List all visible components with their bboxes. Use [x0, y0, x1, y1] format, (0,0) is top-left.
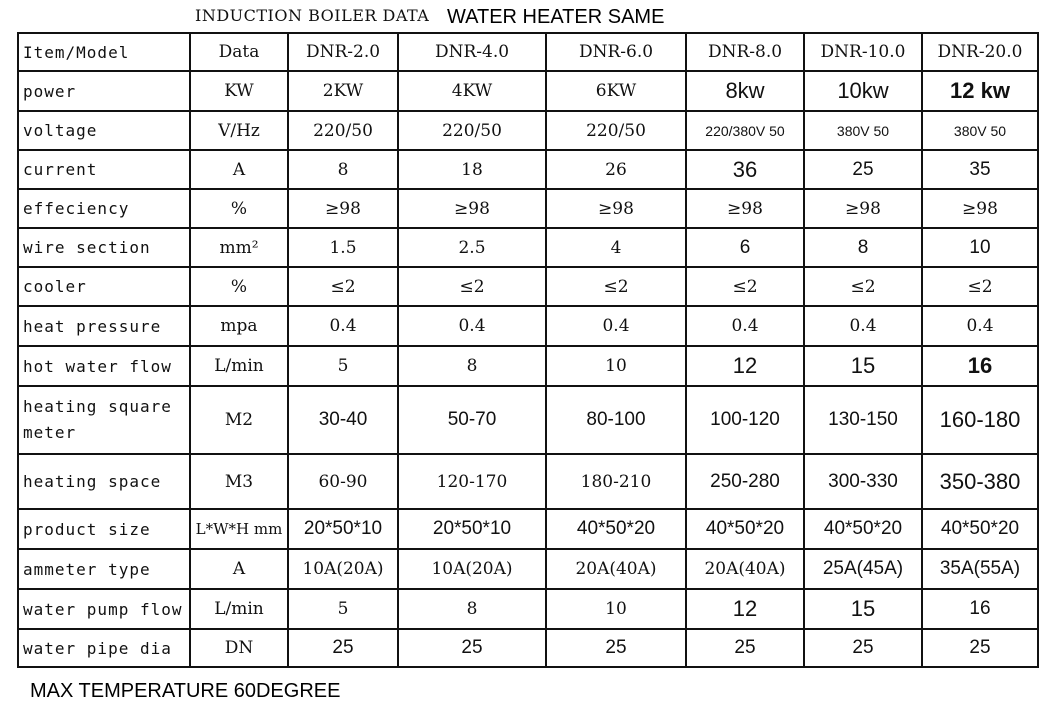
table-cell: 380V 50	[922, 111, 1038, 150]
row-label: heating square meter	[18, 386, 190, 454]
table-cell: 6KW	[546, 71, 686, 111]
table-row	[18, 509, 1038, 549]
table-cell: 16	[922, 346, 1038, 386]
table-cell: 10kw	[804, 71, 922, 111]
table-row	[18, 228, 1038, 267]
table-cell: 80-100	[546, 386, 686, 454]
table-cell: 220/50	[546, 111, 686, 150]
table-cell: 10	[546, 589, 686, 629]
table-cell: 0.4	[398, 306, 546, 346]
table-cell: 0.4	[922, 306, 1038, 346]
table-row	[18, 111, 1038, 150]
table-cell: ≥98	[804, 189, 922, 228]
column-header-model: DNR-4.0	[398, 33, 546, 71]
column-header-model: DNR-6.0	[546, 33, 686, 71]
row-label: power	[18, 71, 190, 111]
table-cell: 2.5	[398, 228, 546, 267]
row-label: water pipe dia	[18, 629, 190, 667]
table-cell: 6	[686, 228, 804, 267]
table-cell: 12	[686, 346, 804, 386]
table-cell: 4	[546, 228, 686, 267]
table-cell: 25	[804, 629, 922, 667]
table-cell: 15	[804, 589, 922, 629]
table-row	[18, 71, 1038, 111]
table-cell: 1.5	[288, 228, 398, 267]
table-row	[18, 150, 1038, 189]
table-row	[18, 267, 1038, 306]
table-cell: 40*50*20	[546, 509, 686, 549]
table-cell: 25	[398, 629, 546, 667]
spec-table	[17, 32, 1039, 668]
table-row	[18, 629, 1038, 667]
row-unit: L/min	[190, 589, 288, 629]
table-cell: 16	[922, 589, 1038, 629]
table-cell: 220/380V 50	[686, 111, 804, 150]
table-cell: 20A(40A)	[546, 549, 686, 589]
row-unit: M2	[190, 386, 288, 454]
table-row	[18, 589, 1038, 629]
table-cell: 8	[398, 589, 546, 629]
table-cell: 350-380	[922, 454, 1038, 509]
table-cell: 26	[546, 150, 686, 189]
table-cell: ≤2	[922, 267, 1038, 306]
table-cell: 50-70	[398, 386, 546, 454]
table-row	[18, 346, 1038, 386]
row-label: hot water flow	[18, 346, 190, 386]
row-label: heat pressure	[18, 306, 190, 346]
table-cell: ≤2	[804, 267, 922, 306]
table-cell: ≥98	[922, 189, 1038, 228]
table-cell: ≥98	[686, 189, 804, 228]
table-cell: 35	[922, 150, 1038, 189]
table-cell: 120-170	[398, 454, 546, 509]
table-cell: 0.4	[546, 306, 686, 346]
table-cell: 25	[922, 629, 1038, 667]
row-label: voltage	[18, 111, 190, 150]
table-cell: 12	[686, 589, 804, 629]
table-cell: 2KW	[288, 71, 398, 111]
table-cell: ≤2	[546, 267, 686, 306]
table-cell: 4KW	[398, 71, 546, 111]
footer-note: MAX TEMPERATURE 60DEGREE	[30, 680, 341, 702]
table-cell: 25	[546, 629, 686, 667]
document-title: INDUCTION BOILER DATA	[195, 6, 430, 25]
table-cell: 380V 50	[804, 111, 922, 150]
table-cell: 220/50	[288, 111, 398, 150]
row-unit: KW	[190, 71, 288, 111]
table-cell: 20*50*10	[288, 509, 398, 549]
column-header-model: DNR-10.0	[804, 33, 922, 71]
column-header-model: DNR-2.0	[288, 33, 398, 71]
row-unit: %	[190, 267, 288, 306]
table-cell: 36	[686, 150, 804, 189]
row-unit: L*W*H mm	[190, 509, 288, 549]
table-cell: ≥98	[398, 189, 546, 228]
table-cell: 160-180	[922, 386, 1038, 454]
table-cell: 12 kw	[922, 71, 1038, 111]
table-cell: 18	[398, 150, 546, 189]
table-cell: 8	[804, 228, 922, 267]
table-row	[18, 386, 1038, 454]
table-cell: 0.4	[686, 306, 804, 346]
table-cell: ≥98	[288, 189, 398, 228]
document-subtitle: WATER HEATER SAME	[447, 6, 665, 28]
table-cell: 25	[288, 629, 398, 667]
column-header-item: Item/Model	[18, 33, 190, 71]
table-cell: 20*50*10	[398, 509, 546, 549]
table-cell: 20A(40A)	[686, 549, 804, 589]
row-unit: A	[190, 549, 288, 589]
table-row	[18, 454, 1038, 509]
table-row	[18, 306, 1038, 346]
table-cell: 10A(20A)	[398, 549, 546, 589]
table-cell: 25	[686, 629, 804, 667]
table-cell: 8kw	[686, 71, 804, 111]
table-cell: 5	[288, 346, 398, 386]
row-label: product size	[18, 509, 190, 549]
row-unit: mpa	[190, 306, 288, 346]
table-row	[18, 189, 1038, 228]
table-cell: 0.4	[288, 306, 398, 346]
table-cell: 35A(55A)	[922, 549, 1038, 589]
table-cell: 8	[398, 346, 546, 386]
column-header-model: DNR-8.0	[686, 33, 804, 71]
table-cell: 15	[804, 346, 922, 386]
table-cell: 220/50	[398, 111, 546, 150]
table-cell: 0.4	[804, 306, 922, 346]
table-cell: 180-210	[546, 454, 686, 509]
row-unit: V/Hz	[190, 111, 288, 150]
row-unit: mm²	[190, 228, 288, 267]
table-cell: ≤2	[686, 267, 804, 306]
table-cell: 10	[922, 228, 1038, 267]
table-cell: ≤2	[288, 267, 398, 306]
column-header-model: DNR-20.0	[922, 33, 1038, 71]
table-cell: 100-120	[686, 386, 804, 454]
table-cell: 40*50*20	[686, 509, 804, 549]
table-cell: 10	[546, 346, 686, 386]
table-cell: 40*50*20	[922, 509, 1038, 549]
table-cell: 60-90	[288, 454, 398, 509]
row-label: heating space	[18, 454, 190, 509]
table-row	[18, 549, 1038, 589]
table-cell: ≤2	[398, 267, 546, 306]
row-label: effeciency	[18, 189, 190, 228]
table-cell: 300-330	[804, 454, 922, 509]
header-row	[18, 33, 1038, 71]
column-header-data: Data	[190, 33, 288, 71]
table-cell: 30-40	[288, 386, 398, 454]
row-unit: A	[190, 150, 288, 189]
table-cell: 25	[804, 150, 922, 189]
table-cell: 130-150	[804, 386, 922, 454]
row-unit: M3	[190, 454, 288, 509]
table-cell: 25A(45A)	[804, 549, 922, 589]
row-label: current	[18, 150, 190, 189]
row-label: wire section	[18, 228, 190, 267]
table-cell: 8	[288, 150, 398, 189]
table-cell: 10A(20A)	[288, 549, 398, 589]
row-unit: DN	[190, 629, 288, 667]
table-cell: 250-280	[686, 454, 804, 509]
table-cell: 40*50*20	[804, 509, 922, 549]
table-cell: 5	[288, 589, 398, 629]
row-label: cooler	[18, 267, 190, 306]
row-unit: L/min	[190, 346, 288, 386]
row-unit: %	[190, 189, 288, 228]
row-label: water pump flow	[18, 589, 190, 629]
table-cell: ≥98	[546, 189, 686, 228]
row-label: ammeter type	[18, 549, 190, 589]
